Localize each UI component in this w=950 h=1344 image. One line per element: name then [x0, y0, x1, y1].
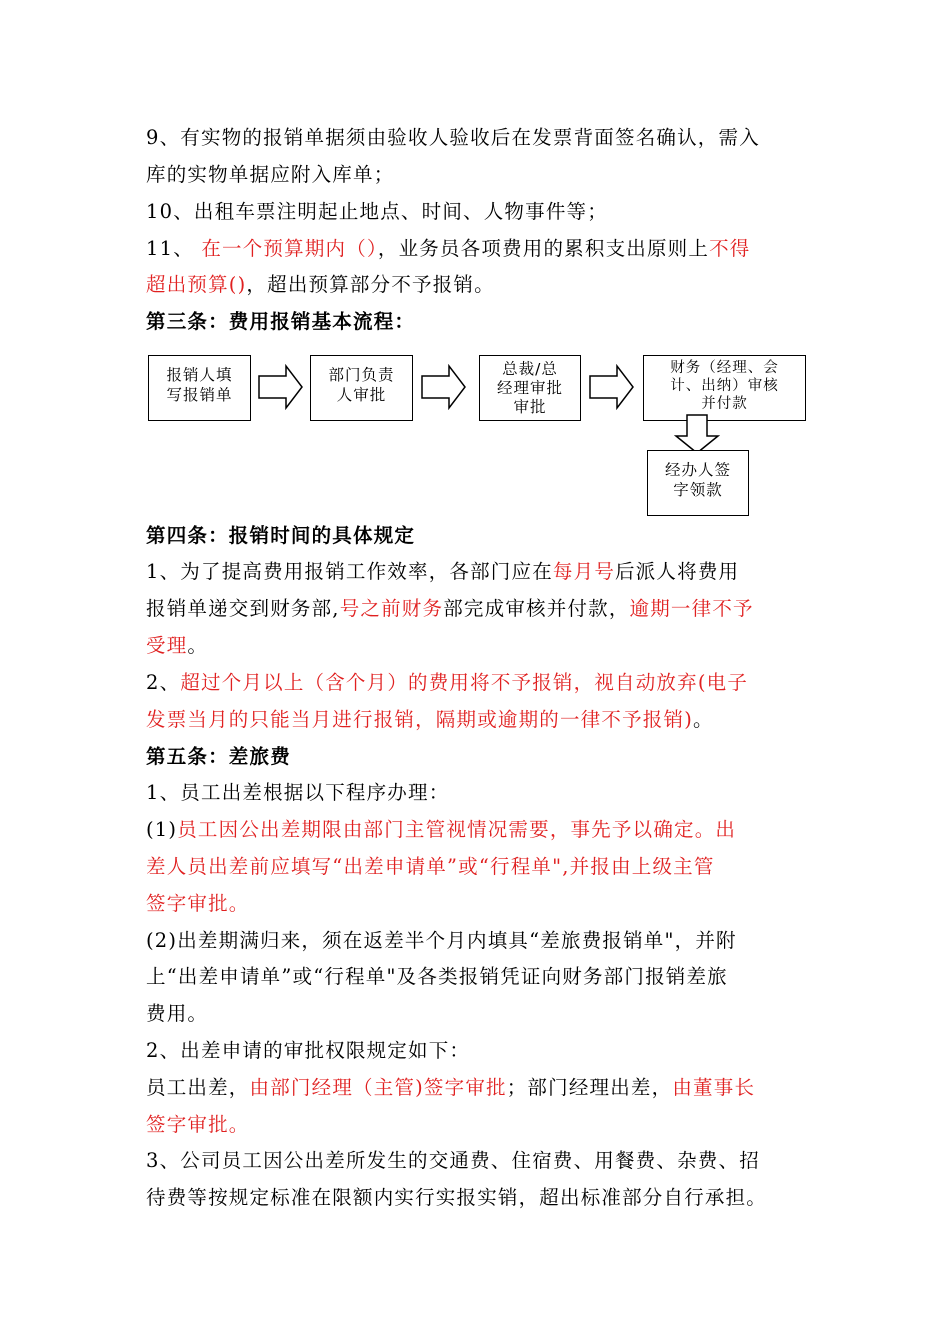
section-5-heading — [146, 743, 816, 771]
arrow-down-icon — [674, 414, 720, 454]
section-5-item-2 — [146, 1037, 816, 1065]
text-run: 待费等按规定标准在限额内实行实报实销，超出标准部分自行承担。 — [146, 1186, 768, 1209]
rule-10 — [146, 198, 816, 226]
text-run: 报销单递交到财务部, — [146, 597, 340, 620]
flow-step-department-head-label-1: 部门负责 — [328, 366, 395, 384]
text-run: 。 — [187, 634, 209, 657]
section-5-item-1a-line-2 — [146, 853, 816, 881]
section-5-item-2-line-2 — [146, 1111, 816, 1139]
text-run: 第五条：差旅费 — [146, 745, 291, 768]
flow-step-department-head — [310, 355, 413, 421]
arrow-right-icon — [589, 364, 635, 410]
text-run: 差人员出差前应填写“出差申请单”或“行程单",并报由上级主管 — [146, 855, 715, 878]
text-run: 在一个预算期内（） — [201, 237, 378, 260]
text-run: 部完成审核并付款， — [443, 597, 630, 620]
text-run: 发票当月的只能当月进行报销，隔期或逾期的一律不予报销) — [146, 708, 694, 731]
section-4-item-1-line-1 — [146, 558, 816, 586]
text-run: 签字审批。 — [146, 892, 250, 915]
flow-step-finance-label-1: 财务（经理、会 — [670, 360, 779, 376]
text-run: 每月号 — [552, 560, 616, 583]
rule-11-line-2 — [146, 271, 816, 299]
section-5-item-3-line-1 — [146, 1147, 816, 1175]
text-run: 1、员工出差根据以下程序办理： — [146, 781, 450, 804]
text-run: 10、出租车票注明起止地点、时间、人物事件等； — [146, 200, 608, 223]
text-run: ；部门经理出差， — [506, 1076, 673, 1099]
section-5-item-1 — [146, 779, 816, 807]
flow-step-applicant-label-2: 写报销单 — [166, 386, 233, 404]
text-run: 2、 — [146, 671, 181, 694]
text-run: 员工因公出差期限由部门主管视情况需要，事先予以确定。出 — [177, 818, 737, 841]
arrow-right-icon — [421, 364, 467, 410]
section-3-heading — [146, 308, 816, 336]
section-5-item-1a-line-3 — [146, 890, 816, 918]
text-run: 费用。 — [146, 1002, 209, 1025]
rule-9-line-2 — [146, 161, 816, 189]
text-run: 由部门经理（主管)签字审批 — [249, 1076, 507, 1099]
text-run: 9、有实物的报销单据须由验收人验收后在发票背面签名确认，需入 — [146, 126, 760, 149]
text-run: 库的实物单据应附入库单； — [146, 163, 395, 186]
section-4-item-2-line-2 — [146, 706, 816, 734]
text-run: 上“出差申请单”或“行程单"及各类报销凭证向财务部门报销差旅 — [146, 965, 728, 988]
text-run: 第四条：报销时间的具体规定 — [146, 524, 416, 547]
text-run: ，业务员各项费用的累积支出原则上 — [377, 237, 710, 260]
text-run: 由董事长 — [672, 1076, 756, 1099]
section-5-item-3-line-2 — [146, 1184, 816, 1212]
arrow-right-icon — [258, 364, 304, 410]
text-run: 11、 — [146, 237, 202, 260]
text-run: 2、出差申请的审批权限规定如下： — [146, 1039, 471, 1062]
flow-step-ceo-label-2: 经理审批 — [496, 379, 563, 397]
section-5-item-1b-line-3 — [146, 1000, 816, 1028]
rule-9-line-1 — [146, 124, 816, 152]
flow-step-receive-label-1: 经办人签 — [664, 461, 731, 479]
section-5-item-1a-line-1 — [146, 816, 816, 844]
text-run: 后派人将费用 — [615, 560, 740, 583]
text-run: 。 — [693, 708, 714, 731]
text-run: 号之前财务 — [339, 597, 444, 620]
flow-step-receive-label-2: 字领款 — [673, 481, 723, 499]
section-5-item-1b-line-2 — [146, 963, 816, 991]
flow-step-applicant — [148, 355, 251, 421]
text-run: 超过个月以上（含个月）的费用将不予报销，视自动放弃(电子 — [180, 671, 749, 694]
text-run: 受理 — [146, 634, 188, 657]
text-run: 1、为了提高费用报销工作效率，各部门应在 — [146, 560, 553, 583]
text-run: (1) — [146, 818, 178, 841]
flow-step-applicant-label-1: 报销人填 — [166, 366, 233, 384]
text-run: 员工出差， — [146, 1076, 250, 1099]
section-4-item-1-line-3 — [146, 632, 816, 660]
rule-11-line-1 — [146, 235, 816, 263]
flow-step-department-head-label-2: 人审批 — [336, 386, 387, 404]
text-run: 逾期一律不予 — [629, 597, 754, 620]
section-4-item-1-line-2 — [146, 595, 816, 623]
section-5-item-1b-line-1 — [146, 927, 816, 955]
text-run: 第三条：费用报销基本流程： — [146, 310, 416, 333]
section-4-item-2-line-1 — [146, 669, 816, 697]
text-run: (2)出差期满归来，须在返差半个月内填具“差旅费报销单"，并附 — [146, 929, 737, 952]
flow-step-ceo-label-3: 审批 — [513, 398, 547, 416]
flow-step-finance-review — [643, 355, 806, 421]
section-5-item-2-line-1 — [146, 1074, 816, 1102]
flow-step-finance-label-3: 并付款 — [701, 396, 748, 412]
flow-step-receive-payment — [647, 450, 749, 516]
text-run: 超出预算() — [146, 273, 247, 296]
section-4-heading — [146, 522, 816, 550]
flow-step-ceo-approval — [479, 355, 581, 421]
flow-step-ceo-label-1: 总裁/总 — [502, 360, 558, 378]
text-run: 签字审批。 — [146, 1113, 250, 1136]
text-run: 3、公司员工因公出差所发生的交通费、住宿费、用餐费、杂费、招 — [146, 1149, 760, 1172]
text-run: 不得 — [709, 237, 751, 260]
flow-step-finance-label-2: 计、出纳）审核 — [670, 378, 779, 394]
text-run: ，超出预算部分不予报销。 — [246, 273, 495, 296]
